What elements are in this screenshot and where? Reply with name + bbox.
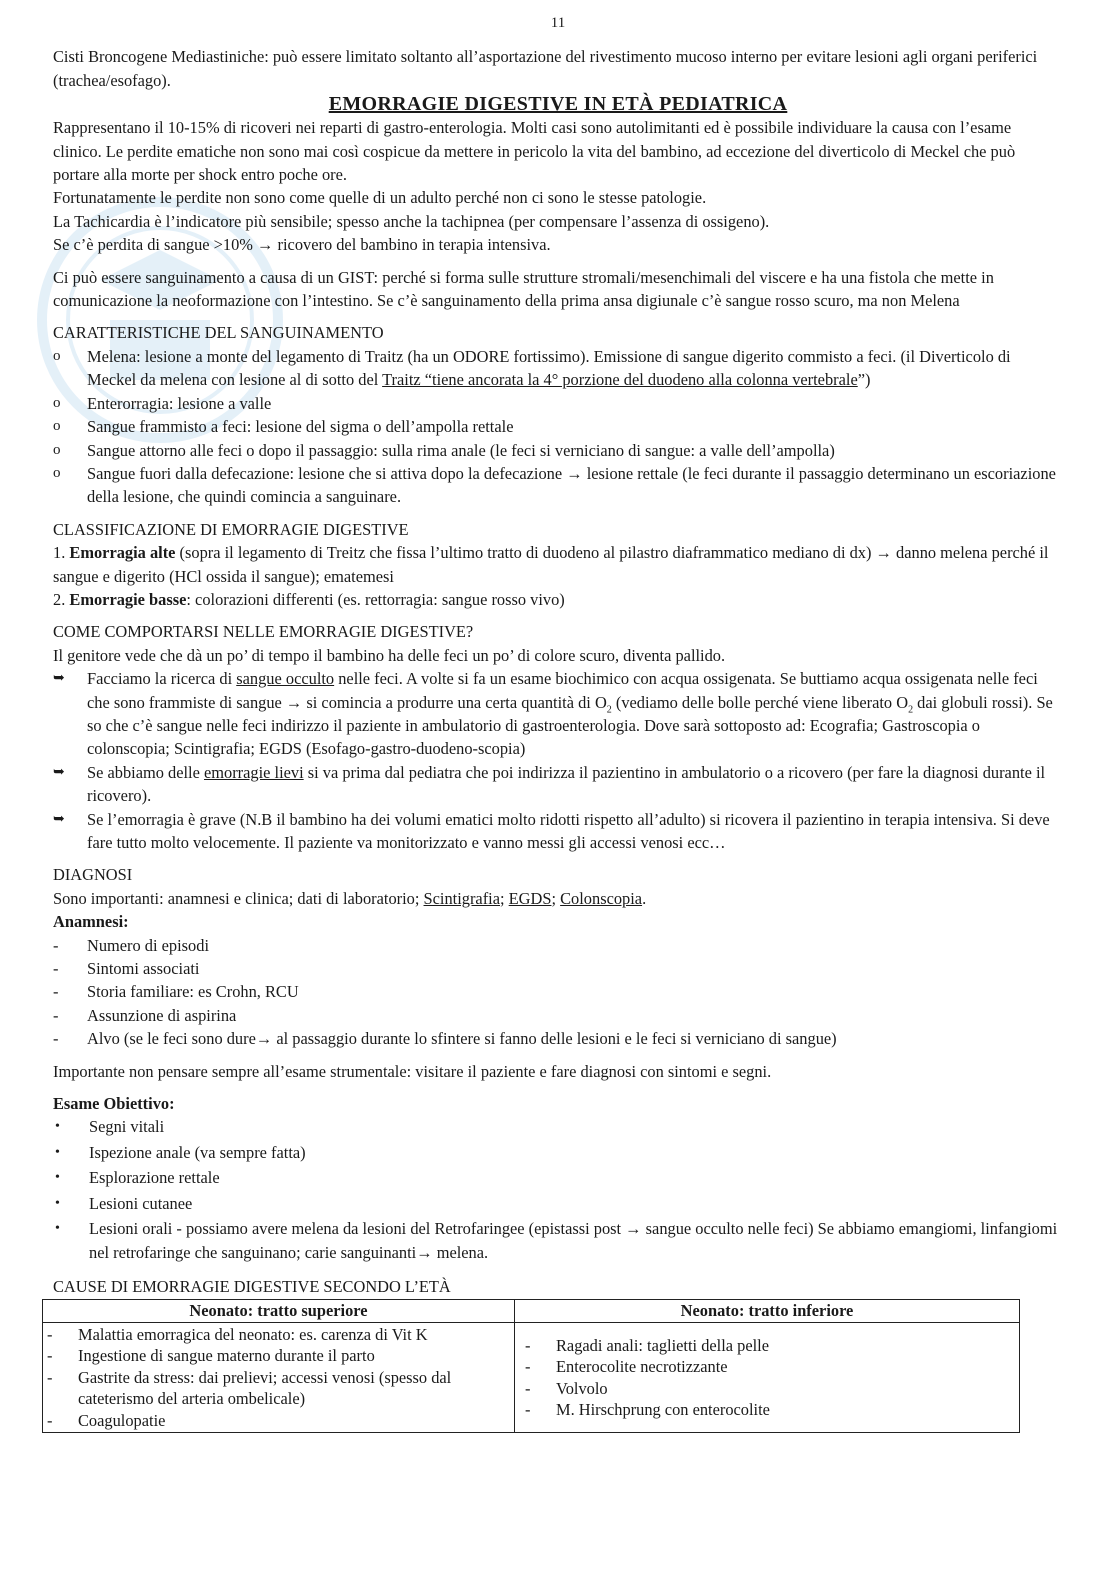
list-marker: o: [53, 441, 61, 458]
diagnosi-intro: Sono importanti: anamnesi e clinica; dati di laboratorio; Scintigrafia; EGDS; Colonscopia.: [53, 888, 647, 908]
list-item: - Coagulopatie: [47, 1410, 166, 1430]
arrow-icon: ➥: [53, 764, 65, 780]
list-item: - Volvolo: [525, 1378, 608, 1398]
list-item: o Enterorragia: lesione a valle: [53, 392, 1063, 415]
paragraph-perdite: Fortunatamente le perdite non sono come quelle di un adulto perché non ci sono le stesse patologie.: [53, 188, 707, 208]
list-item: - Numero di episodi: [53, 935, 210, 955]
heading-caratteristiche: CARATTERISTICHE DEL SANGUINAMENTO: [53, 323, 384, 343]
list-item-melena: o Melena: lesione a monte del legamento di Traitz (ha un ODORE fortissimo). Emissione di sangue digerito commisto a feci. (il Diverticolo di Meckel da melena con lesione al di sotto del Traitz “tiene ancorata la 4° porzione del duodeno alla colonna vertebrale”): [53, 345, 1063, 392]
list-item: o Sangue attorno alle feci o dopo il passaggio: sulla rima anale (le feci si verniciano di sangue: a valle dell’ampolla): [53, 439, 1063, 462]
list-item: - Gastrite da stress: dai prelievi; accessi venosi (spesso dal cateterismo del arteria ombelicale): [47, 1367, 452, 1409]
table-header-superiore: Neonato: tratto superiore: [43, 1300, 515, 1323]
list-item-emorragie-lievi: ➥ Se abbiamo delle emorragie lievi si va prima dal pediatra che poi indirizza il pazientino in ambulatorio o a ricovero (per fare la diagnosi durante il ricovero).: [53, 761, 1063, 808]
list-item: - Ingestione di sangue materno durante il parto: [47, 1346, 375, 1366]
list-item: - Storia familiare: es Crohn, RCU: [53, 982, 299, 1002]
list-item: - Assunzione di aspirina: [53, 1005, 237, 1025]
list-item: - Alvo (se le feci sono dure→ al passaggio durante lo sfintere si fanno delle lesioni e le feci si verniciano di sangue): [53, 1029, 837, 1049]
list-item: • Ispezione anale (va sempre fatta): [55, 1142, 306, 1162]
page-content: [47, 12, 1063, 1433]
table-cell-inferiore: [515, 1322, 1020, 1433]
arrow-icon: ➥: [53, 811, 65, 827]
list-item: - Malattia emorragica del neonato: es. carenza di Vit K: [47, 1324, 428, 1344]
intro-paragraph: Cisti Broncogene Mediastiniche: può essere limitato soltanto all’asportazione del rivestimento mucoso interno per evitare lesioni agli organi periferici (trachea/esofago).: [53, 47, 1038, 90]
heading-cause: CAUSE DI EMORRAGIE DIGESTIVE SECONDO L’ETÀ: [53, 1276, 451, 1296]
page-number: 11: [550, 15, 566, 31]
paragraph-tachicardia: La Tachicardia è l’indicatore più sensibile; spesso anche la tachipnea (per compensare l’assenza di ossigeno).: [53, 211, 770, 231]
list-item: - Enterocolite necrotizzante: [525, 1357, 728, 1377]
classification-alte: 1. Emorragia alte (sopra il legamento di Treitz che fissa l’ultimo tratto di duodeno al pilastro diaframmatico mediano di dx) → danno melena perché il sangue e digerito (HCl ossida il sangue); ematemesi: [53, 543, 1049, 586]
list-marker: o: [53, 347, 61, 364]
heading-classificazione: CLASSIFICAZIONE DI EMORRAGIE DIGESTIVE: [53, 519, 409, 539]
list-item: - M. Hirschprung con enterocolite: [525, 1400, 770, 1420]
esame-label: Esame Obiettivo:: [53, 1094, 175, 1114]
table-header-inferiore: Neonato: tratto inferiore: [515, 1300, 1020, 1323]
list-item: - Sintomi associati: [53, 959, 200, 979]
paragraph-gist: Ci può essere sanguinamento a causa di un GIST: perché si forma sulle strutture stromali/mesenchimali del viscere e ha una fistola che mette in comunicazione la neoformazione con l’intestino. Se c’è sanguinamento della prima ansa digiunale c’è sangue rosso scuro, ma non Melena: [53, 267, 994, 311]
list-marker: o: [53, 418, 61, 435]
section-title: EMORRAGIE DIGESTIVE IN ETÀ PEDIATRICA: [328, 93, 788, 116]
heading-diagnosi: DIAGNOSI: [53, 865, 133, 885]
list-marker: o: [53, 394, 61, 411]
anamnesi-label: Anamnesi:: [53, 912, 129, 932]
importante-paragraph: Importante non pensare sempre all’esame strumentale: visitare il paziente e fare diagnosi con sintomi e segni.: [53, 1061, 772, 1081]
list-item: • Esplorazione rettale: [55, 1168, 220, 1188]
traitz-note: Traitz “tiene ancorata la 4° porzione del duodeno alla colonna vertebrale: [382, 370, 858, 390]
list-item: • Segni vitali: [55, 1117, 165, 1137]
table-cell-superiore: [43, 1322, 515, 1433]
cause-table: [42, 1299, 1020, 1433]
paragraph-ricoveri: Rappresentano il 10-15% di ricoveri nei reparti di gastro-enterologia. Molti casi sono autolimitanti ed è possibile individuare la causa con l’esame clinico. Le perdite ematiche non sono mai così cospicue da mettere in pericolo la vita del bambino, ad eccezione del diverticolo di Meckel che può portare alla morte per shock entro poche ore.: [53, 118, 1016, 185]
list-item-emorragia-grave: ➥ Se l’emorragia è grave (N.B il bambino ha dei volumi ematici molto ridotti rispetto all’adulto) si ricovera il pazientino in terapia intensiva. Si deve fare tutto molto velocemente. Il paziente va monitorizzato e vanno messi gli accessi venosi ecc…: [53, 808, 1063, 855]
list-item: o Sangue frammisto a feci: lesione del sigma o dell’ampolla rettale: [53, 415, 1063, 438]
arrow-icon: ➥: [53, 671, 65, 687]
list-item: o Sangue fuori dalla defecazione: lesione che si attiva dopo la defecazione → lesione rettale (le feci durante il passaggio determinano un escoriazione della lesione, che quindi comincia a sanguinare.: [53, 462, 1063, 509]
list-item: - Ragadi anali: taglietti della pelle: [525, 1335, 769, 1355]
heading-comportarsi: COME COMPORTARSI NELLE EMORRAGIE DIGESTIVE?: [53, 622, 474, 642]
list-item-sangue-occulto: ➥ Facciamo la ricerca di sangue occulto nelle feci. A volte si fa un esame biochimico con acqua ossigenata. Se buttiamo acqua ossigenata nelle feci che sono frammiste di sangue → si comincia a produrre una certa quantità di $O_2$ (vediamo delle bolle perché viene liberato $O_2$ dai globuli rossi). Se so che c’è sangue nelle feci indirizzo il paziente in ambulatorio di gastroenterologia. Dove sarà sottoposto ad: Ecografia; Gastroscopia o colonscopia; Scintigrafia; EGDS (Esofago-gastro-duodeno-scopia): [53, 667, 1063, 761]
list-item: • Lesioni orali - possiamo avere melena da lesioni del Retrofaringee (epistassi post → sangue occulto nelle feci) Se abbiamo emangiomi, linfangiomi nel retrofaringe che sanguinano; carie sanguinanti→ melena.: [55, 1219, 1058, 1262]
paragraph-perdita-sangue: Se c’è perdita di sangue >10% → ricovero del bambino in terapia intensiva.: [53, 235, 551, 255]
comportarsi-intro: Il genitore vede che dà un po’ di tempo il bambino ha delle feci un po’ di colore scuro, diventa pallido.: [53, 645, 726, 665]
list-item: • Lesioni cutanee: [55, 1193, 193, 1213]
classification-basse: 2. Emorragie basse: colorazioni differenti (es. rettorragia: sangue rosso vivo): [53, 589, 565, 609]
list-marker: o: [53, 464, 61, 481]
